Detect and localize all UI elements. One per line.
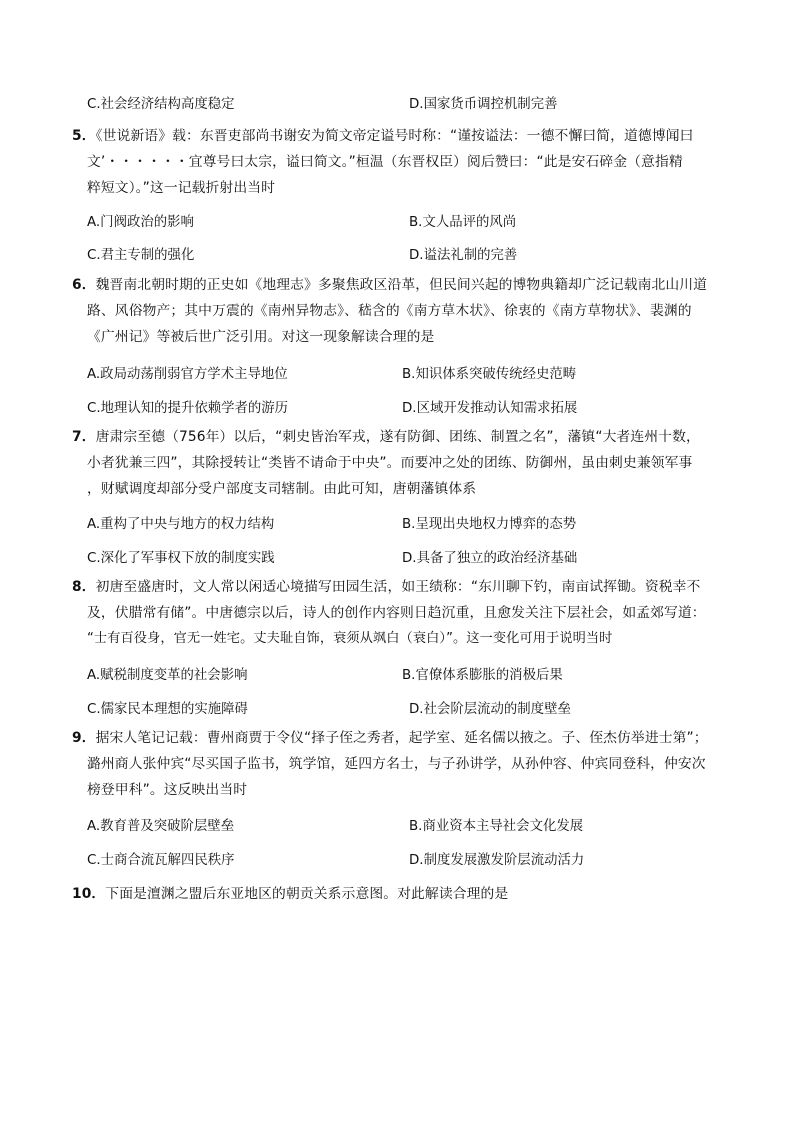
q9-number: 9． (72, 730, 96, 746)
q7-option-d: D.具备了独立的政治经济基础 (402, 551, 578, 566)
q8-number: 8． (72, 579, 96, 595)
q10-stem-line1: 10．下面是澶渊之盟后东亚地区的朝贡关系示意图。对此解读合理的是 (72, 886, 509, 902)
q7-option-b: B.呈现出央地权力博弈的态势 (402, 517, 577, 532)
q7-option-c: C.深化了军事权下放的制度实践 (87, 551, 275, 566)
q6-option-b: B.知识体系突破传统经史范畴 (402, 367, 577, 382)
q8-stem-line1: 8．初唐至盛唐时，文人常以闲适心境描写田园生活，如王绩称：“东川聊下钓，南亩试挥锄。资税幸不 (72, 579, 701, 595)
q5-stem-line2: 文’・・・・・・宜尊号曰太宗，谥曰简文。”桓温（东晋权臣）阅后赞曰：“此是安石碎金（意指精 (87, 154, 683, 170)
q7-stem-line1: 7．唐肃宗至德（756年）以后，“刺史皆治军戎，遂有防御、团练、制置之名”，藩镇“大者连州十数， (72, 429, 700, 445)
q6-number: 6． (72, 277, 96, 293)
q5-stem-line3: 粹短文）。”这一记载折射出当时 (87, 180, 276, 196)
q6-option-c: C.地理认知的提升依赖学者的游历 (87, 401, 289, 416)
q7-stem-line2: 小者犹兼三四”，其除授转让“类皆不请命于中央”。而要冲之处的团练、防御州，虽由刺史兼领军事 (87, 455, 693, 471)
q9-stem-line1: 9．据宋人笔记记载：曹州商贾于令仪“择子侄之秀者，起学室、延名儒以掖之。子、侄杰仿举进士第”； (72, 730, 708, 746)
q6-stem-line3: 《广州记》等被后世广泛引用。对这一现象解读合理的是 (87, 329, 435, 345)
q10-number: 10． (72, 886, 106, 902)
q7-option-a: A.重构了中央与地方的权力结构 (87, 517, 275, 532)
q6-option-a: A.政局动荡削弱官方学术主导地位 (87, 367, 288, 382)
q5-option-b: B.文人品评的风尚 (409, 215, 517, 230)
q4-option-c: C.社会经济结构高度稳定 (87, 97, 235, 112)
q9-option-c: C.士商合流瓦解四民秩序 (87, 853, 235, 868)
q5-option-d: D.谥法礼制的完善 (409, 248, 518, 263)
q8-option-c: C.儒家民本理想的实施障碍 (87, 702, 248, 717)
q5-option-c: C.君主专制的强化 (87, 248, 195, 263)
q9-option-a: A.教育普及突破阶层壁垒 (87, 819, 235, 834)
q9-stem-line2: 潞州商人张仲宾“尽买国子监书，筑学馆，延四方名士，与子孙讲学，从孙仲容、仲宾同登科，仲安次 (87, 756, 706, 772)
q5-option-a: A.门阀政治的影响 (87, 215, 194, 230)
q7-number: 7． (72, 429, 96, 445)
q8-option-b: B.官僚体系膨胀的消极后果 (402, 668, 563, 683)
q8-option-a: A.赋税制度变革的社会影响 (87, 668, 248, 683)
q9-option-b: B.商业资本主导社会文化发展 (409, 819, 584, 834)
q8-stem-line3: “士有百役身，官无一姓宅。丈夫耻自饰，衰须从飒白（衰白）”。这一变化可用于说明当时 (87, 631, 613, 646)
q6-stem-line1: 6．魏晋南北朝时期的正史如《地理志》多聚焦政区沿革，但民间兴起的博物典籍却广泛记载南北山川道 (72, 277, 708, 293)
q9-stem-line3: 榜登甲科”。这反映出当时 (87, 782, 248, 798)
q4-option-d: D.国家货币调控机制完善 (409, 97, 558, 112)
q5-number: 5． (72, 128, 96, 144)
q9-option-d: D.制度发展激发阶层流动活力 (409, 853, 585, 868)
q5-stem-line1: 5．《世说新语》载：东晋吏部尚书谢安为简文帝定谥号时称：“谨按谥法：一德不懈曰简，道德博闻曰 (72, 128, 694, 144)
q7-stem-line3: ，财赋调度却部分受户部度支司辖制。由此可知，唐朝藩镇体系 (87, 481, 477, 497)
q6-stem-line2: 路、风俗物产；其中万震的《南州异物志》、嵇含的《南方草木状》、徐衷的《南方草物状》、裴渊的 (87, 303, 692, 319)
q6-option-d: D.区域开发推动认知需求拓展 (402, 401, 578, 416)
q8-option-d: D.社会阶层流动的制度壁垒 (409, 702, 571, 717)
q8-stem-line2: 及，伏腊常有储”。中唐德宗以后，诗人的创作内容则日趋沉重，且愈发关注下层社会，如孟郊写道： (87, 605, 706, 621)
